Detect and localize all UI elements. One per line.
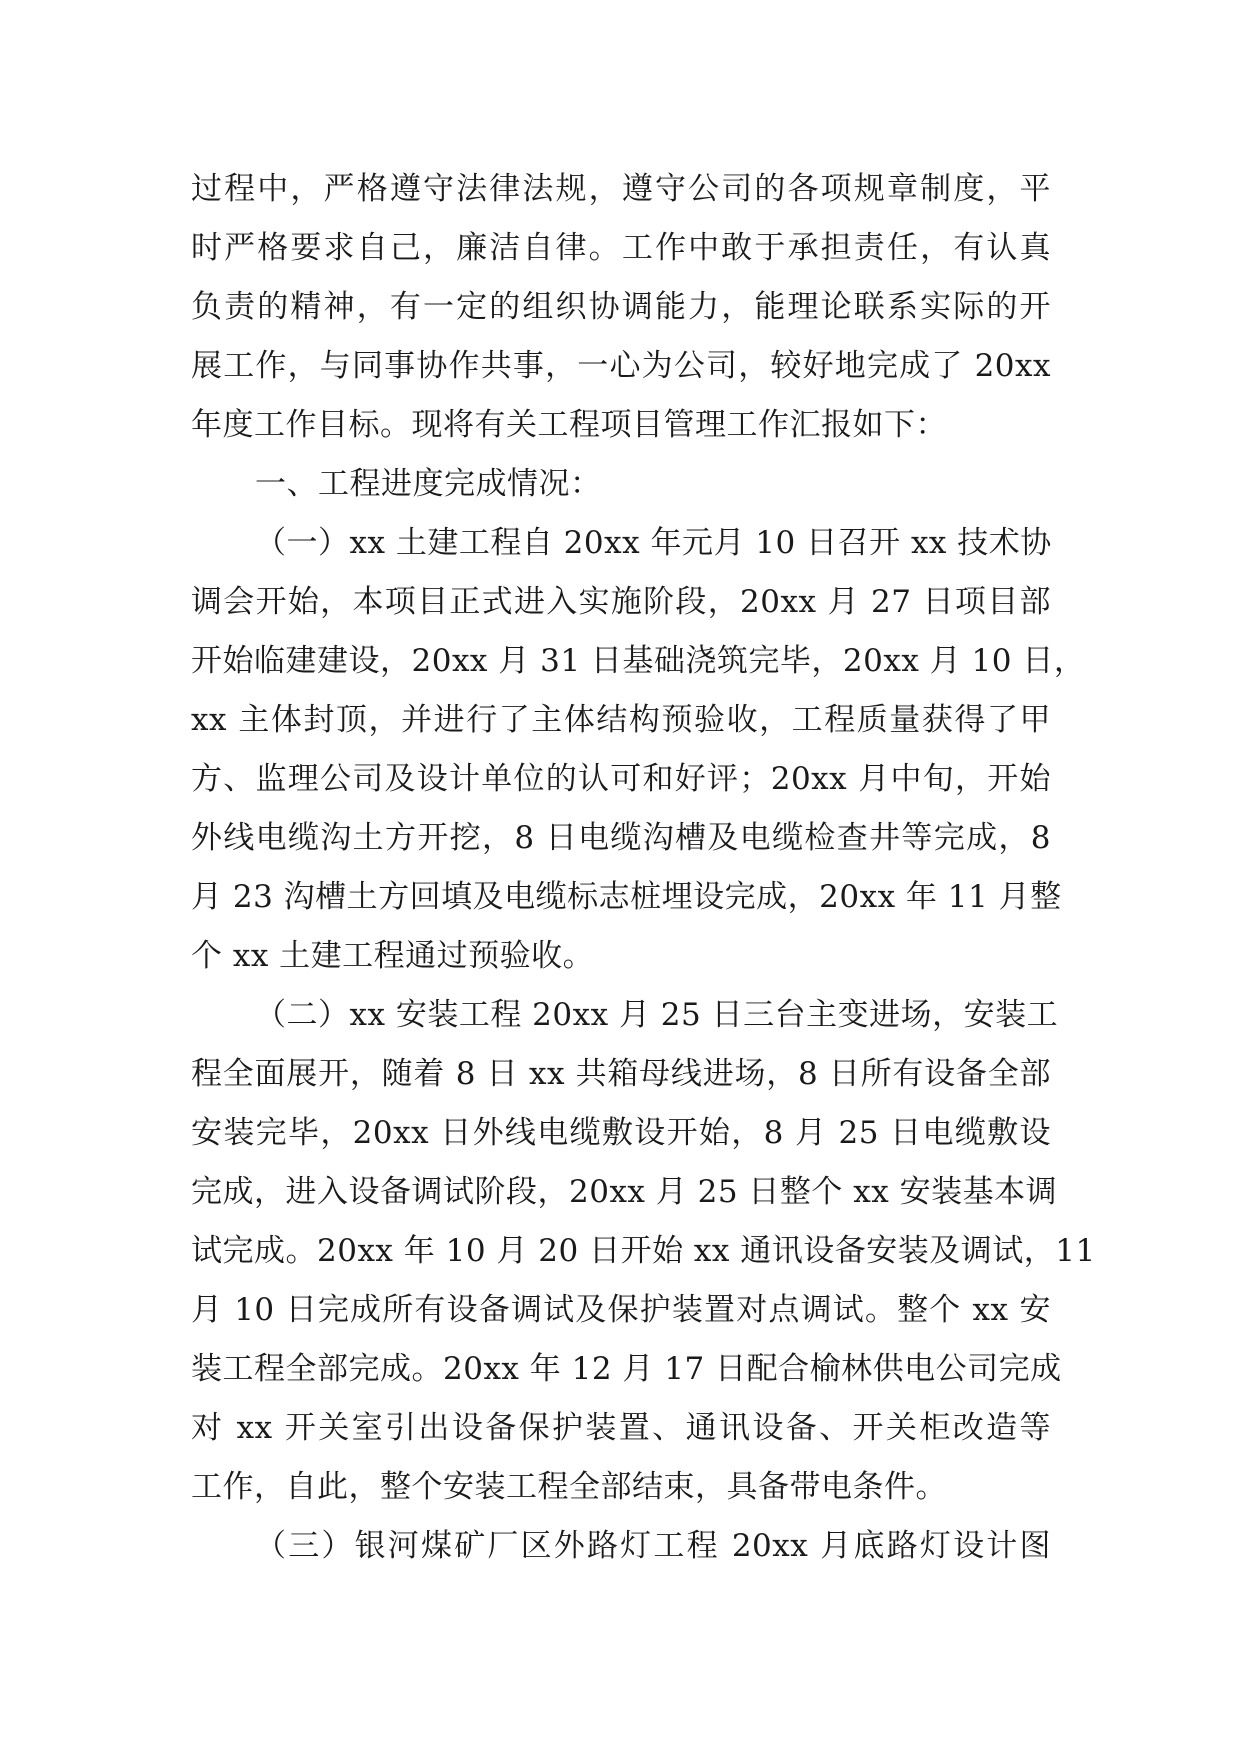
- section-heading: 一、工程进度完成情况：: [255, 466, 602, 502]
- text-line: 工作，自此，整个安装工程全部结束，具备带电条件。: [191, 1469, 947, 1505]
- text-line: 完成，进入设备调试阶段，20xx 月 25 日整个 xx 安装基本调: [191, 1174, 1058, 1210]
- text-line: 个 xx 土建工程通过预验收。: [191, 938, 595, 974]
- text-line: 月 23 沟槽土方回填及电缆标志桩埋设完成，20xx 年 11 月整: [191, 879, 1062, 915]
- text-line: 过程中，严格遵守法律法规，遵守公司的各项规章制度，平: [191, 171, 1051, 207]
- text-line: 试完成。20xx 年 10 月 20 日开始 xx 通讯设备安装及调试，11: [191, 1233, 1096, 1269]
- text-line: 安装完毕，20xx 日外线电缆敷设开始，8 月 25 日电缆敷设: [191, 1115, 1051, 1151]
- document-body: [191, 160, 1096, 1576]
- text-line: （一）xx 土建工程自 20xx 年元月 10 日召开 xx 技术协: [255, 525, 1052, 561]
- text-line: 对 xx 开关室引出设备保护装置、通讯设备、开关柜改造等: [191, 1410, 1051, 1446]
- text-line: 负责的精神，有一定的组织协调能力，能理论联系实际的开: [191, 289, 1051, 325]
- text-line: 方、监理公司及设计单位的认可和好评；20xx 月中旬，开始: [191, 761, 1051, 797]
- text-line: （三）银河煤矿厂区外路灯工程 20xx 月底路灯设计图: [255, 1528, 1051, 1564]
- text-line: 外线电缆沟土方开挖，8 日电缆沟槽及电缆检查井等完成，8: [191, 820, 1051, 856]
- text-line: 月 10 日完成所有设备调试及保护装置对点调试。整个 xx 安: [191, 1292, 1051, 1328]
- text-line: 程全面展开，随着 8 日 xx 共箱母线进场，8 日所有设备全部: [191, 1056, 1051, 1092]
- text-line: 开始临建建设，20xx 月 31 日基础浇筑完毕，20xx 月 10 日，: [191, 643, 1086, 679]
- text-line: 装工程全部完成。20xx 年 12 月 17 日配合榆林供电公司完成: [191, 1351, 1062, 1387]
- text-line: 年度工作目标。现将有关工程项目管理工作汇报如下：: [191, 407, 947, 443]
- text-line: （二）xx 安装工程 20xx 月 25 日三台主变进场，安装工: [255, 997, 1059, 1033]
- text-line: xx 主体封顶，并进行了主体结构预验收，工程质量获得了甲: [191, 702, 1051, 738]
- text-line: 展工作，与同事协作共事，一心为公司，较好地完成了 20xx: [191, 348, 1051, 384]
- text-line: 时严格要求自己，廉洁自律。工作中敢于承担责任，有认真: [191, 230, 1051, 266]
- text-line: 调会开始，本项目正式进入实施阶段，20xx 月 27 日项目部: [191, 584, 1051, 620]
